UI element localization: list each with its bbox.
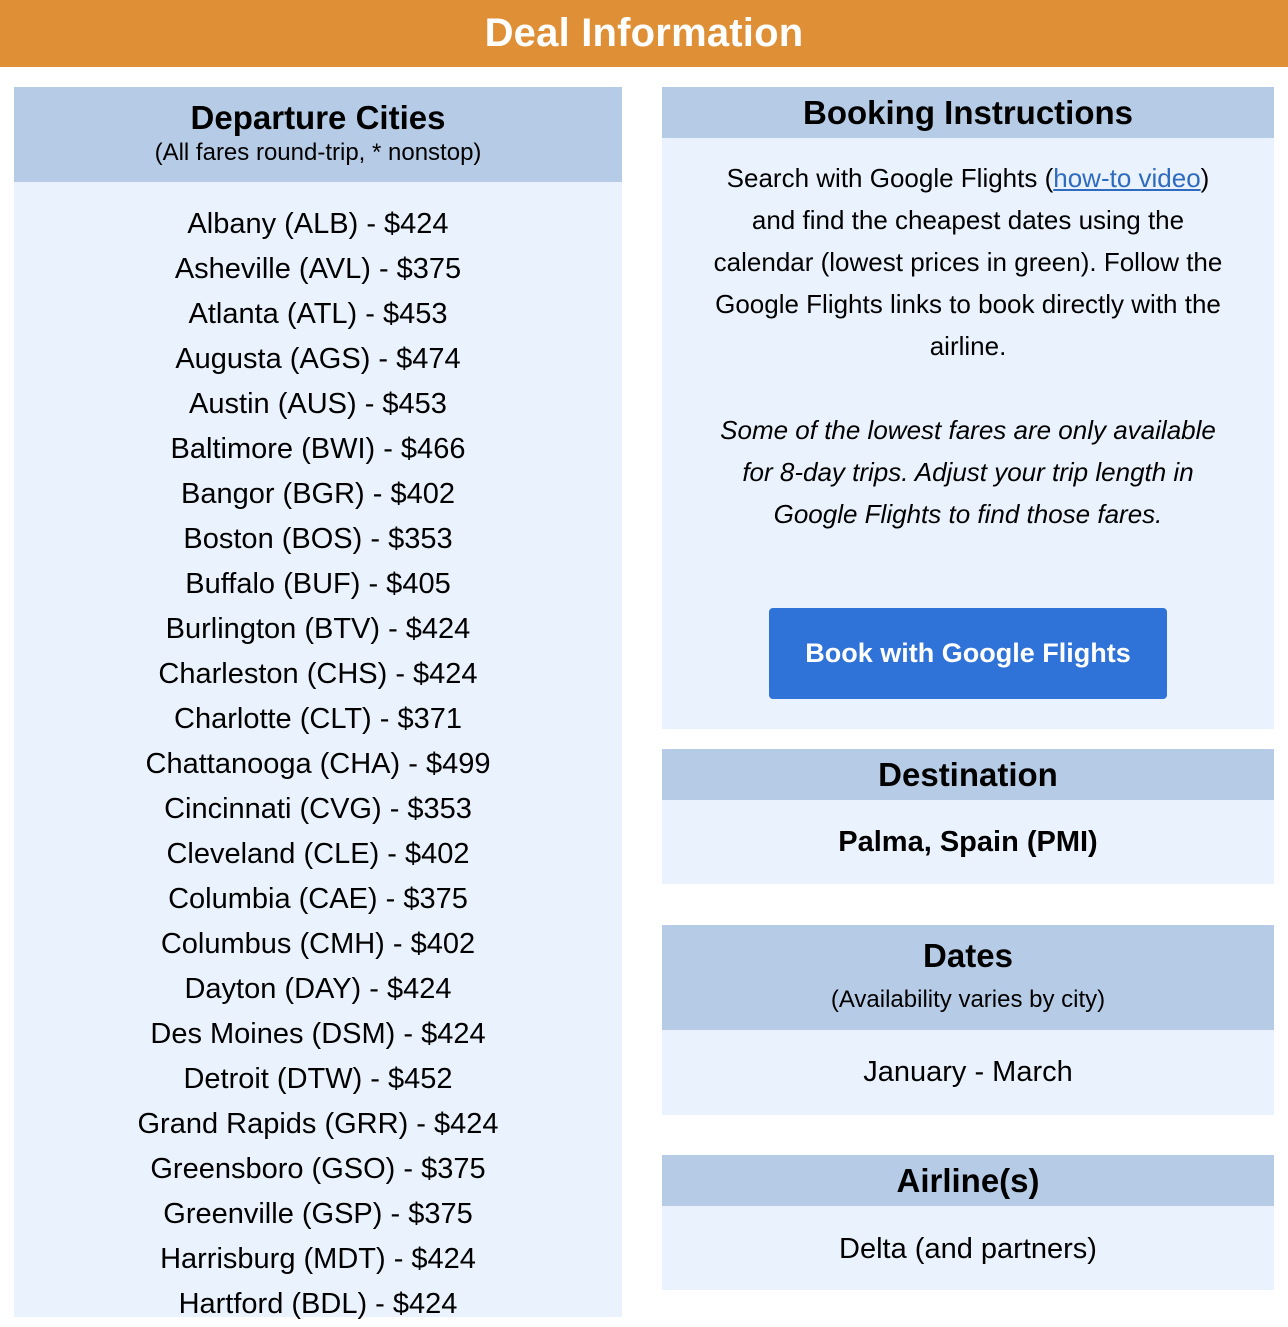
departure-cities-subtitle: (All fares round-trip, * nonstop)	[154, 139, 482, 166]
departure-cities-header	[14, 87, 622, 182]
booking-instructions-panel	[662, 87, 1274, 729]
dates-value: January - March	[863, 1056, 1073, 1088]
departure-city-item: Charlotte (CLT) - $371	[174, 703, 462, 735]
banner-title: Deal Information	[484, 11, 804, 55]
dates-subtitle: (Availability varies by city)	[830, 986, 1106, 1013]
departure-city-item: Asheville (AVL) - $375	[174, 253, 462, 285]
departure-city-item: Augusta (AGS) - $474	[175, 343, 461, 375]
departure-city-item: Bangor (BGR) - $402	[180, 478, 455, 510]
departure-city-item: Cincinnati (CVG) - $353	[164, 793, 472, 825]
departure-city-item: Columbus (CMH) - $402	[160, 928, 476, 960]
dates-title: Dates	[923, 937, 1013, 974]
departure-city-item: Boston (BOS) - $353	[183, 523, 453, 555]
departure-city-item: Grand Rapids (GRR) - $424	[137, 1108, 499, 1140]
destination-value: Palma, Spain (PMI)	[838, 826, 1098, 858]
dates-panel	[662, 925, 1274, 1115]
departure-city-item: Dayton (DAY) - $424	[184, 973, 452, 1005]
airline-value: Delta (and partners)	[839, 1233, 1097, 1265]
departure-city-item: Burlington (BTV) - $424	[165, 613, 471, 645]
departure-city-item: Harrisburg (MDT) - $424	[160, 1243, 476, 1275]
departure-city-item: Atlanta (ATL) - $453	[188, 298, 448, 330]
departure-cities-title: Departure Cities	[190, 99, 446, 136]
destination-panel	[662, 749, 1274, 884]
booking-note: Some of the lowest fares are only available for 8-day trips. Adjust your trip length in Google Flights to find those fares.	[720, 415, 1216, 529]
departure-city-item: Cleveland (CLE) - $402	[166, 838, 470, 870]
departure-city-item: Chattanooga (CHA) - $499	[145, 748, 491, 780]
departure-city-item: Columbia (CAE) - $375	[168, 883, 468, 915]
book-with-google-flights-button[interactable]: Book with Google Flights	[769, 608, 1167, 699]
departure-city-item: Buffalo (BUF) - $405	[185, 568, 451, 600]
departure-city-item: Hartford (BDL) - $424	[178, 1288, 458, 1320]
dates-header	[662, 925, 1274, 1030]
departure-city-item: Detroit (DTW) - $452	[183, 1063, 453, 1095]
booking-instructions-text	[702, 157, 1234, 367]
city-list	[14, 182, 622, 1327]
deal-information-banner	[0, 0, 1288, 67]
booking-instructions-body	[662, 138, 1274, 535]
airline-title: Airline(s)	[662, 1155, 1274, 1206]
instructions-text-end: ) and find the cheapest dates using the calendar (lowest prices in green). Follow the Google Flights links to book directly with the airline.	[713, 163, 1223, 361]
departure-cities-panel	[14, 87, 622, 1320]
booking-instructions-title: Booking Instructions	[662, 87, 1274, 138]
departure-city-item: Des Moines (DSM) - $424	[150, 1018, 486, 1050]
departure-city-item: Baltimore (BWI) - $466	[170, 433, 466, 465]
departure-city-item: Charleston (CHS) - $424	[158, 658, 478, 690]
destination-title: Destination	[662, 749, 1274, 800]
departure-city-item: Albany (ALB) - $424	[187, 208, 449, 240]
airline-panel	[662, 1155, 1274, 1290]
departure-city-item: Greenville (GSP) - $375	[163, 1198, 473, 1230]
departure-city-item: Austin (AUS) - $453	[189, 388, 447, 420]
departure-city-item: Greensboro (GSO) - $375	[150, 1153, 486, 1185]
instructions-text-start: Search with Google Flights (	[726, 163, 1054, 193]
how-to-video-link[interactable]: how-to video	[1053, 163, 1201, 193]
